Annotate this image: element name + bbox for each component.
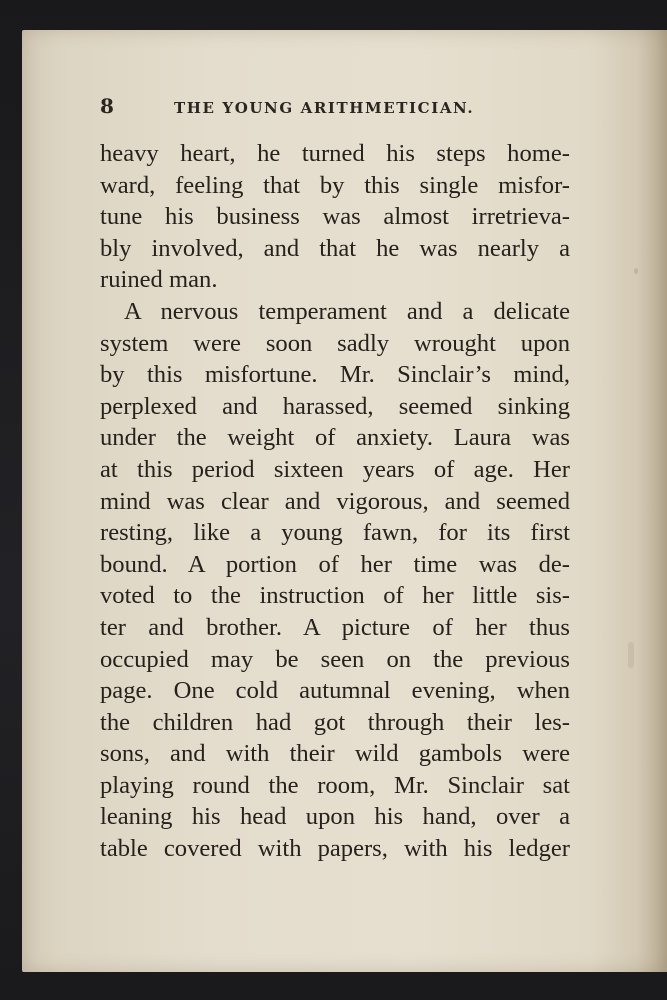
running-head [22,94,667,124]
text-line: bly involved, and that he was nearly a [100,234,570,262]
text-line: playing round the room, Mr. Sinclair sat [100,771,570,799]
page-edge-shadow [637,30,667,972]
book-page [22,30,667,972]
paper-speck [634,268,638,274]
text-line: heavy heart, he turned his steps home- [100,140,570,167]
text-line: leaning his head upon his hand, over a [100,803,570,831]
text-line: at this period sixteen years of age. Her [100,455,570,483]
text-line: bound. A portion of her time was de- [100,550,570,578]
text-line: sons, and with their wild gambols were [100,740,570,768]
text-line: voted to the instruction of her little sis- [100,582,570,610]
paragraph-start-line: A nervous temperament and a delicate [124,297,570,325]
text-line: by this misfortune. Mr. Sinclair’s mind, [100,361,570,389]
text-line: ter and brother. A picture of her thus [100,613,570,641]
body-text [100,138,570,865]
text-line: perplexed and harassed, seemed sinking [100,392,570,420]
text-line: under the weight of anxiety. Laura was [100,424,570,452]
text-line: the children had got through their les- [100,708,570,736]
text-line: mind was clear and vigorous, and seemed [100,487,570,515]
text-line: system were soon sadly wrought upon [100,329,570,357]
paper-speck [628,642,634,668]
text-line: occupied may be seen on the previous [100,645,570,673]
text-line: ward, feeling that by this single misfor- [100,171,570,199]
book-title: THE YOUNG ARITHMETICIAN. [174,99,475,117]
page-number: 8 [100,94,114,118]
text-line: page. One cold autumnal evening, when [100,677,570,705]
text-line: tune his business was almost irretrieva- [100,203,570,231]
text-line: table covered with papers, with his ledger [100,835,570,863]
text-line: resting, like a young fawn, for its first [100,519,570,547]
text-line: ruined man. [100,266,218,294]
